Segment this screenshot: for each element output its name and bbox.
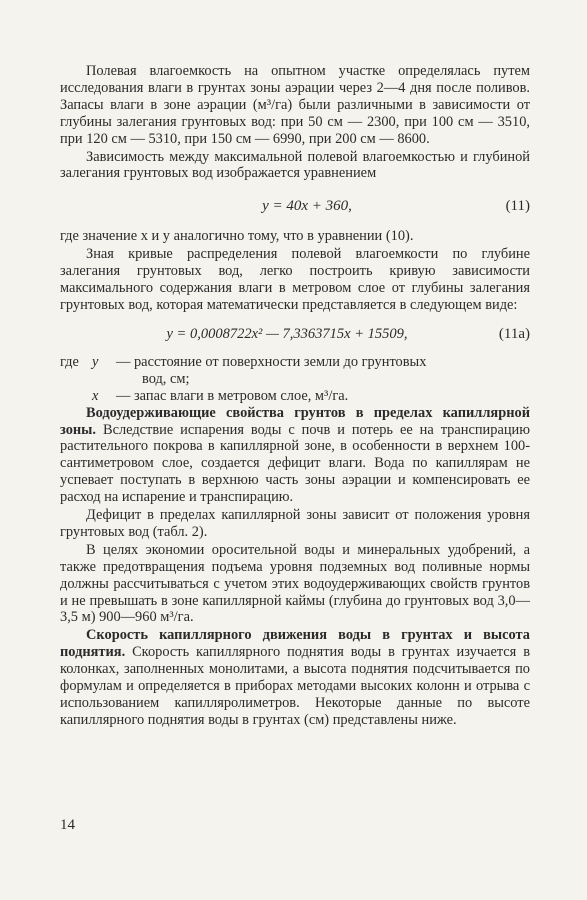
paragraph-capillary-speed xyxy=(60,627,530,728)
definition-y-continuation: вод, см; xyxy=(142,370,190,387)
section-text-water-retention: Вследствие испарения воды с почв и потерь ее на транспирацию растительного покрова в капиллярной зоне, в особенности в верхнем 100-сантиметровом слое, создается дефицит влаги. Вода по капиллярам не успевает поступать в верхнюю часть зоны аэрации и компенсировать ее расход на испарение и транспирацию. xyxy=(60,421,530,506)
paragraph-dependence: Зависимость между максимальной полевой влагоемкостью и глубиной залегания грунтовых вод изображается уравнением xyxy=(60,148,530,182)
definition-x-variable: x xyxy=(92,387,99,404)
paragraph-irrigation-norms: В целях экономии оросительной воды и минеральных удобрений, а также предотвращения подъема уровня подземных вод поливные нормы должны рассчитываться с учетом этих водоудерживающих свойств грунтов и не превышать в зоне капиллярной каймы (глубина до грунтовых вод 3,0—3,5 м) 900—960 м³/га. xyxy=(60,541,530,626)
definition-where-word: где xyxy=(60,353,79,370)
definition-y-text: — расстояние от поверхности земли до грунтовых xyxy=(116,353,427,370)
definition-x xyxy=(60,388,530,405)
page-number: 14 xyxy=(60,817,75,833)
equation-11a-number: (11a) xyxy=(498,326,530,343)
variable-definitions xyxy=(60,354,530,405)
section-text-capillary-speed: Скорость капиллярного поднятия воды в грунтах изучается в колонках, заполненных монолитами, а высота поднятия подсчитывается по формулам и определяется в приборах методами высоких колонн и отрыва с использованием капилляролиметров. Некоторые данные по высоте капиллярного поднятия воды в грунтах (см) представлены ниже. xyxy=(60,644,530,728)
section-heading-water-retention: Водоудерживающие свойства грунтов в пределах капиллярной зоны. xyxy=(60,404,530,438)
paragraph-distribution-curves: Зная кривые распределения полевой влагоемкости по глубине залегания грунтовых вод, легко построить кривую зависимости максимального содержания влаги в метровом слое от глубины залегания грунтовых вод, которая математически представляется в следующем виде: xyxy=(60,246,530,313)
definition-x-text: — запас влаги в метровом слое, м³/га. xyxy=(116,387,349,404)
equation-11a-expression: y = 0,0008722x² — 7,3363715x + 15509, xyxy=(166,326,408,343)
equation-11a xyxy=(60,325,530,345)
paragraph-deficit: Дефицит в пределах капиллярной зоны зависит от положения уровня грунтовых вод (табл. 2). xyxy=(60,507,530,540)
paragraph-where-x-y: где значение x и y аналогично тому, что в уравнении (10). xyxy=(60,228,414,245)
equation-11 xyxy=(60,196,530,216)
body-text xyxy=(60,63,530,729)
equation-11-expression: y = 40x + 360, xyxy=(262,197,352,214)
paragraph-water-retention xyxy=(60,405,530,506)
section-heading-capillary-speed: Скорость капиллярного движения воды в грунтах и высота поднятия. xyxy=(60,627,530,661)
definition-y-variable: y xyxy=(92,353,99,370)
definition-y xyxy=(60,354,530,371)
equation-11-number: (11) xyxy=(505,197,530,214)
paragraph-field-capacity: Полевая влагоемкость на опытном участке определялась путем исследования влаги в грунтах зоны аэрации через 2—4 дня после поливов. Запасы влаги в зоне аэрации (м³/га) были различными в зависимости от глубины залегания грунтовых вод: при 50 см — 2300, при 100 см — 3510, при 120 см — 5310, при 150 см — 6990, при 200 см — 8600. xyxy=(60,63,530,147)
